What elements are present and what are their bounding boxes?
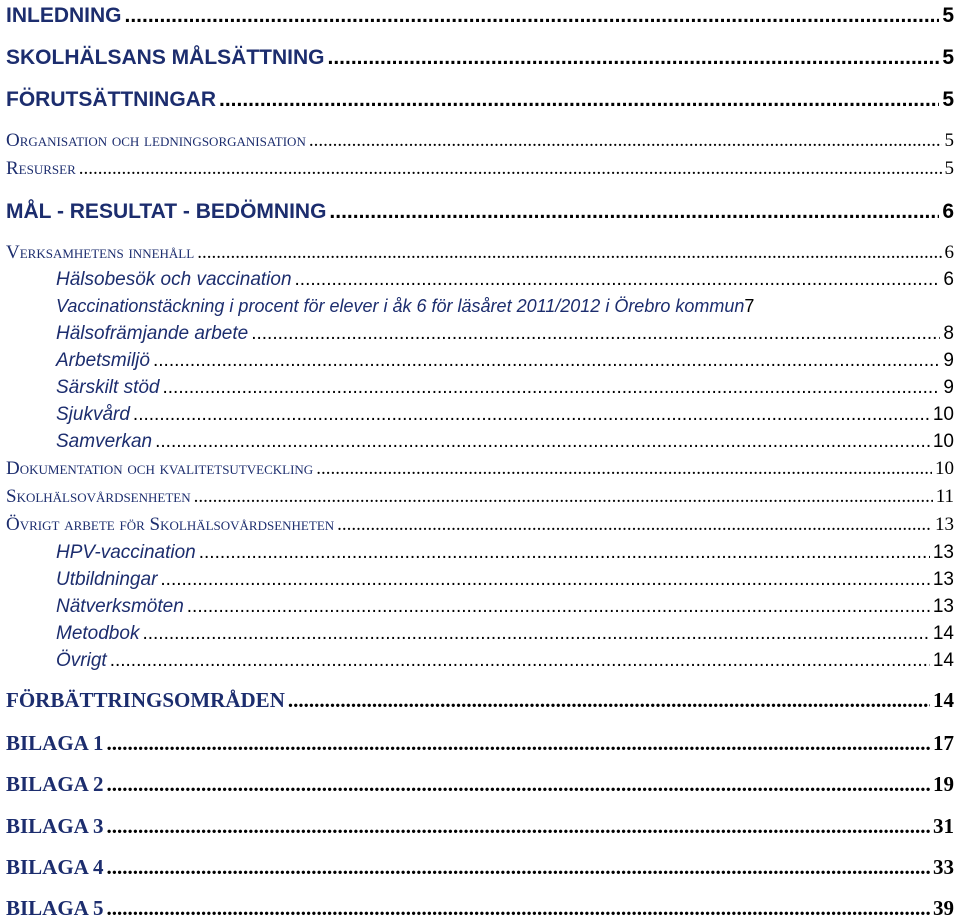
toc-entry-page: 17 bbox=[933, 731, 954, 755]
toc-entry-page: 6 bbox=[944, 242, 954, 263]
toc-entry-forbattringsomraden[interactable] bbox=[6, 690, 954, 711]
toc-entry-title: Utbildningar bbox=[56, 569, 158, 590]
toc-entry-title: HPV-vaccination bbox=[56, 542, 196, 563]
toc-entry-page: 13 bbox=[932, 569, 954, 590]
toc-dot-leader bbox=[328, 47, 940, 68]
toc-entry-title: MÅL - RESULTAT - BEDÖMNING bbox=[6, 200, 327, 223]
toc-entry-resurser[interactable] bbox=[6, 159, 954, 178]
toc-entry-page: 10 bbox=[935, 458, 954, 479]
toc-dot-leader bbox=[79, 159, 942, 178]
toc-dot-leader bbox=[187, 597, 930, 616]
toc-dot-leader bbox=[106, 816, 930, 837]
toc-entry-sarskilt-stod[interactable] bbox=[56, 378, 954, 397]
toc-entry-page: 7 bbox=[744, 296, 755, 316]
toc-dot-leader bbox=[199, 543, 930, 562]
toc-entry-title: Hälsofrämjande arbete bbox=[56, 323, 249, 344]
toc-entry-metodbok[interactable] bbox=[56, 624, 954, 643]
toc-entry-page: 5 bbox=[942, 4, 954, 27]
toc-dot-leader bbox=[106, 733, 930, 754]
toc-entry-halsoframjande[interactable] bbox=[56, 324, 954, 343]
toc-dot-leader bbox=[153, 351, 940, 370]
toc-dot-leader bbox=[110, 651, 930, 670]
toc-entry-page: 8 bbox=[943, 323, 954, 344]
toc-entry-bilaga-1[interactable] bbox=[6, 733, 954, 754]
toc-entry-title: FÖRBÄTTRINGSOMRÅDEN bbox=[6, 688, 285, 712]
toc-entry-sjukvard[interactable] bbox=[56, 405, 954, 424]
toc-entry-title: FÖRUTSÄTTNINGAR bbox=[6, 88, 216, 111]
toc-entry-page: 13 bbox=[935, 514, 954, 535]
toc-entry-page: 33 bbox=[933, 855, 954, 879]
toc-entry-title: Särskilt stöd bbox=[56, 377, 160, 398]
toc-entry-title: Verksamhetens innehåll bbox=[6, 242, 195, 263]
toc-dot-leader bbox=[251, 324, 940, 343]
toc-entry-title: Resurser bbox=[6, 158, 76, 179]
toc-dot-leader bbox=[337, 515, 932, 534]
toc-entry-title: BILAGA 3 bbox=[6, 814, 104, 838]
toc-dot-leader bbox=[106, 774, 930, 795]
toc-entry-utbildningar[interactable] bbox=[56, 570, 954, 589]
toc-entry-page: 6 bbox=[942, 200, 954, 223]
toc-entry-title: BILAGA 5 bbox=[6, 896, 104, 920]
toc-entry-mal-resultat-bedomning[interactable] bbox=[6, 201, 954, 222]
toc-entry-page: 14 bbox=[932, 623, 954, 644]
toc-dot-leader bbox=[329, 201, 939, 222]
toc-entry-title: Dokumentation och kvalitetsutveckling bbox=[6, 458, 314, 479]
toc-entry-title: Sjukvård bbox=[56, 404, 130, 425]
toc-entry-bilaga-3[interactable] bbox=[6, 816, 954, 837]
toc-entry-page: 14 bbox=[933, 688, 954, 712]
toc-entry-title: Hälsobesök och vaccination bbox=[56, 269, 292, 290]
toc-entry-page: 19 bbox=[933, 772, 954, 796]
toc-entry-vaccinationstackning[interactable] bbox=[56, 297, 954, 315]
toc-entry-page: 5 bbox=[942, 46, 954, 69]
toc-entry-skolhalsovardsenheten[interactable] bbox=[6, 487, 954, 506]
toc-entry-ovrigt-arbete[interactable] bbox=[6, 515, 954, 534]
toc-entry-title: Metodbok bbox=[56, 623, 140, 644]
toc-entry-page: 13 bbox=[932, 542, 954, 563]
toc-entry-page: 5 bbox=[944, 158, 954, 179]
toc-entry-bilaga-5[interactable] bbox=[6, 898, 954, 919]
toc-entry-skolhalsans-malsattning[interactable] bbox=[6, 47, 954, 68]
toc-dot-leader bbox=[316, 459, 932, 478]
toc-dot-leader bbox=[295, 270, 941, 289]
toc-entry-organisation[interactable] bbox=[6, 131, 954, 150]
toc-entry-page: 13 bbox=[932, 596, 954, 617]
toc-dot-leader bbox=[155, 432, 930, 451]
toc-dot-leader bbox=[160, 570, 929, 589]
toc-entry-title: INLEDNING bbox=[6, 4, 122, 27]
toc-dot-leader bbox=[125, 5, 940, 26]
toc-entry-bilaga-4[interactable] bbox=[6, 857, 954, 878]
toc-entry-title: Organisation och ledningsorganisation bbox=[6, 130, 306, 151]
toc-entry-verksamhetens-innehall[interactable] bbox=[6, 243, 954, 262]
toc-dot-leader bbox=[197, 243, 941, 262]
toc-dot-leader bbox=[309, 131, 942, 150]
toc-entry-hpv-vaccination[interactable] bbox=[56, 543, 954, 562]
toc-entry-page: 10 bbox=[932, 404, 954, 425]
toc-entry-title: Övrigt bbox=[56, 650, 107, 671]
toc-entry-page: 31 bbox=[933, 814, 954, 838]
toc-entry-page: 6 bbox=[943, 269, 954, 290]
toc-entry-title: SKOLHÄLSANS MÅLSÄTTNING bbox=[6, 46, 325, 69]
toc-entry-natverksmoten[interactable] bbox=[56, 597, 954, 616]
toc-entry-title: Övrigt arbete för Skolhälsovårdsenheten bbox=[6, 514, 335, 535]
toc-entry-title: BILAGA 1 bbox=[6, 731, 104, 755]
toc-entry-arbetsmiljo[interactable] bbox=[56, 351, 954, 370]
toc-entry-samverkan[interactable] bbox=[56, 432, 954, 451]
toc-entry-page: 11 bbox=[935, 486, 954, 507]
toc-dot-leader bbox=[106, 857, 930, 878]
toc-entry-page: 39 bbox=[933, 896, 954, 920]
toc-dot-leader bbox=[194, 487, 933, 506]
toc-entry-page: 9 bbox=[943, 350, 954, 371]
toc-entry-title: BILAGA 2 bbox=[6, 772, 104, 796]
toc-entry-title: BILAGA 4 bbox=[6, 855, 104, 879]
toc-entry-page: 10 bbox=[932, 431, 954, 452]
toc-entry-page: 14 bbox=[932, 650, 954, 671]
toc-dot-leader bbox=[219, 89, 939, 110]
toc-entry-ovrigt[interactable] bbox=[56, 651, 954, 670]
toc-entry-forutsattningar[interactable] bbox=[6, 89, 954, 110]
toc-dot-leader bbox=[133, 405, 930, 424]
toc-entry-title: Skolhälsovårdsenheten bbox=[6, 486, 191, 507]
toc-entry-title: Vaccinationstäckning i procent för elever i åk 6 för läsåret 2011/2012 i Örebro kommun bbox=[56, 296, 745, 316]
toc-entry-inledning[interactable] bbox=[6, 5, 954, 26]
toc-entry-title: Nätverksmöten bbox=[56, 596, 184, 617]
toc-entry-page: 9 bbox=[943, 377, 954, 398]
toc-dot-leader bbox=[288, 690, 930, 711]
toc-entry-bilaga-2[interactable] bbox=[6, 774, 954, 795]
toc-entry-dokumentation[interactable] bbox=[6, 459, 954, 478]
toc-dot-leader bbox=[106, 898, 930, 919]
toc-dot-leader bbox=[142, 624, 929, 643]
toc-entry-page: 5 bbox=[942, 88, 954, 111]
toc-entry-page: 5 bbox=[944, 130, 954, 151]
toc-entry-title: Samverkan bbox=[56, 431, 153, 452]
toc-dot-leader bbox=[162, 378, 940, 397]
toc-entry-title: Arbetsmiljö bbox=[56, 350, 150, 371]
toc-entry-halsobesok[interactable] bbox=[56, 270, 954, 289]
